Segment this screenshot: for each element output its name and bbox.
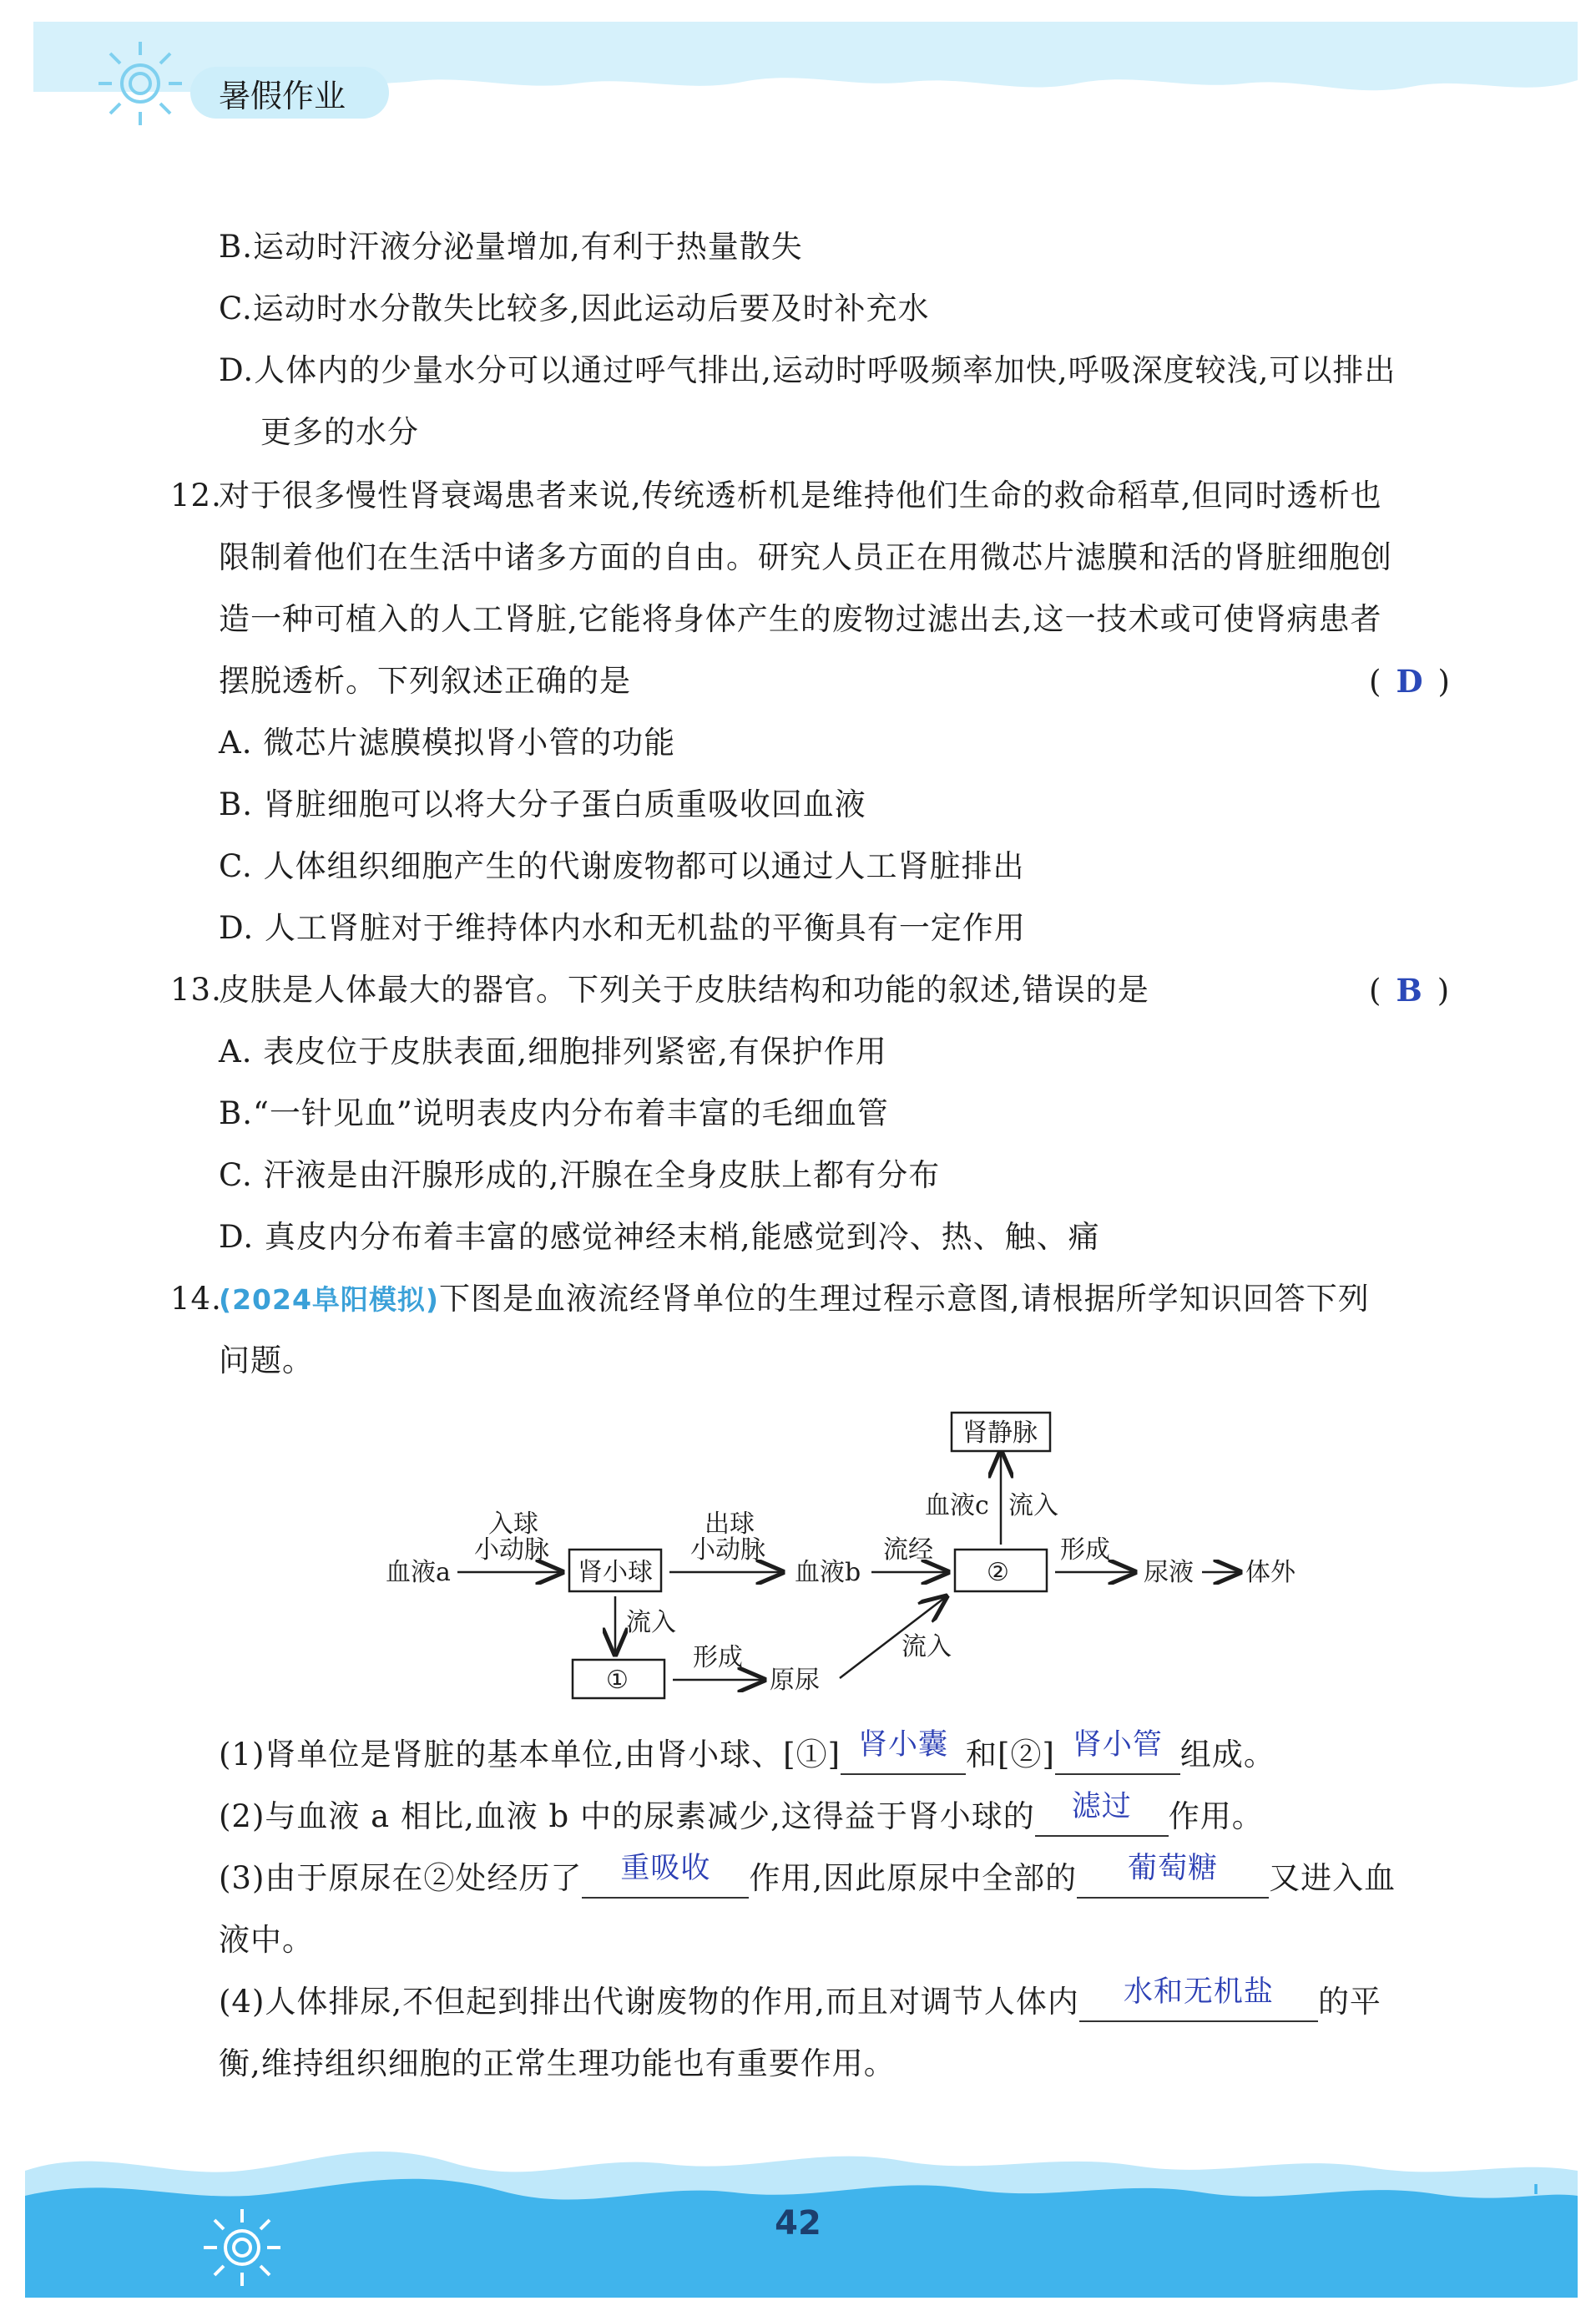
q12-answer-bracket: ( D ) xyxy=(1369,663,1450,700)
diagram-blood-b: 血液b xyxy=(795,1558,861,1587)
diagram-label-out-2: 小动脉 xyxy=(690,1535,765,1565)
q12-stem-line-4: 摆脱透析。下列叙述正确的是 xyxy=(219,663,631,699)
q13-answer: B xyxy=(1396,972,1422,1009)
q14-source-tag: (2024阜阳模拟) xyxy=(219,1283,440,1316)
q13-number: 13. xyxy=(170,972,222,1008)
q14-sub4-answer: 水和无机盐 xyxy=(1123,1975,1274,2009)
q12-answer: D xyxy=(1396,663,1423,700)
q13-answer-bracket: ( B ) xyxy=(1369,972,1450,1009)
q11-option-d: D.人体内的少量水分可以通过呼气排出,运动时呼吸频率加快,呼吸深度较浅,可以排出 xyxy=(219,352,1396,388)
q14-sub3-answer-2: 葡萄糖 xyxy=(1128,1852,1219,1885)
q14-sub1-answer-2: 肾小管 xyxy=(1072,1728,1163,1762)
diagram-primary-urine: 原尿 xyxy=(770,1666,820,1695)
diagram-label-flow-in-down: 流入 xyxy=(626,1608,676,1637)
q13-option-d: D. 真皮内分布着丰富的感觉神经末梢,能感觉到冷、热、触、痛 xyxy=(219,1219,1100,1255)
q12-number: 12. xyxy=(170,478,222,513)
diagram-label-form-2: 形成 xyxy=(693,1643,743,1672)
diagram-blood-c: 血液c xyxy=(925,1491,989,1520)
diagram-box-2: ② xyxy=(987,1558,1009,1587)
q14-sub1-answer-1: 肾小囊 xyxy=(858,1728,949,1762)
q14-sub-2: (2)与血液 a 相比,血液 b 中的尿素减少,这得益于肾小球的 滤过 作用。 xyxy=(219,1797,1264,1837)
diagram-label-into-2: 小动脉 xyxy=(474,1535,549,1565)
diagram-glomerulus: 肾小球 xyxy=(578,1558,653,1587)
diagram-label-flow-in-up: 流入 xyxy=(1008,1491,1058,1520)
header-title: 暑假作业 xyxy=(219,78,346,114)
q13-option-c: C. 汗液是由汗腺形成的,汗腺在全身皮肤上都有分布 xyxy=(219,1157,941,1193)
diagram-urine: 尿液 xyxy=(1144,1558,1194,1587)
q12-option-b: B. 肾脏细胞可以将大分子蛋白质重吸收回血液 xyxy=(219,786,866,822)
q14-sub-3-cont: 液中。 xyxy=(219,1922,314,1958)
q11-option-d-cont: 更多的水分 xyxy=(260,414,419,450)
q14-sub3-answer-1: 重吸收 xyxy=(620,1852,711,1885)
q14-sub-3: (3)由于原尿在②处经历了 重吸收 作用,因此原尿中全部的 葡萄糖 又进入血 xyxy=(219,1858,1396,1899)
q14-sub-1: (1)肾单位是肾脏的基本单位,由肾小球、[①] 肾小囊 和[②] 肾小管 组成。 xyxy=(219,1735,1275,1775)
q12-option-d: D. 人工肾脏对于维持体内水和无机盐的平衡具有一定作用 xyxy=(219,910,1026,946)
diagram-label-flow-in-diag: 流入 xyxy=(902,1632,952,1661)
diagram-renal-vein: 肾静脉 xyxy=(962,1418,1038,1448)
diagram-box-1: ① xyxy=(606,1666,629,1695)
q13-option-a: A. 表皮位于皮肤表面,细胞排列紧密,有保护作用 xyxy=(219,1034,887,1070)
q14-number: 14. xyxy=(170,1281,222,1317)
q14-stem-line-2: 问题。 xyxy=(219,1343,314,1378)
diagram-label-out-1: 出球 xyxy=(705,1509,755,1539)
page-number: 42 xyxy=(775,2204,821,2243)
kidney-flow-diagram xyxy=(367,1411,1319,1712)
q13-option-b: B.“一针见血”说明表皮内分布着丰富的毛细血管 xyxy=(219,1095,889,1131)
diagram-label-flow-through: 流经 xyxy=(883,1535,933,1565)
diagram-blood-a: 血液a xyxy=(386,1558,451,1587)
diagram-label-form-1: 形成 xyxy=(1060,1535,1110,1565)
q14-sub2-answer: 滤过 xyxy=(1071,1790,1132,1823)
q14-stem-line-1: (2024阜阳模拟)下图是血液流经肾单位的生理过程示意图,请根据所学知识回答下列 xyxy=(219,1281,1370,1317)
q12-stem-line-1: 对于很多慢性肾衰竭患者来说,传统透析机是维持他们生命的救命稻草,但同时透析也 xyxy=(219,478,1382,513)
q12-stem-line-3: 造一种可植入的人工肾脏,它能将身体产生的废物过滤出去,这一技术或可使肾病患者 xyxy=(219,601,1382,637)
q14-sub-4-cont: 衡,维持组织细胞的正常生理功能也有重要作用。 xyxy=(219,2045,896,2081)
q11-option-c: C.运动时水分散失比较多,因此运动后要及时补充水 xyxy=(219,291,930,326)
q12-option-a: A. 微芯片滤膜模拟肾小管的功能 xyxy=(219,725,676,761)
q13-stem: 皮肤是人体最大的器官。下列关于皮肤结构和功能的叙述,错误的是 xyxy=(219,972,1149,1008)
q14-sub-4: (4)人体排尿,不但起到排出代谢废物的作用,而且对调节人体内 水和无机盐 的平 xyxy=(219,1982,1381,2022)
q12-stem-line-2: 限制着他们在生活中诸多方面的自由。研究人员正在用微芯片滤膜和活的肾脏细胞创 xyxy=(219,539,1392,575)
diagram-label-into-1: 入球 xyxy=(488,1509,538,1539)
diagram-outside: 体外 xyxy=(1245,1558,1295,1587)
q12-option-c: C. 人体组织细胞产生的代谢废物都可以通过人工肾脏排出 xyxy=(219,848,1025,884)
q11-option-b: B.运动时汗液分泌量增加,有利于热量散失 xyxy=(219,229,803,265)
